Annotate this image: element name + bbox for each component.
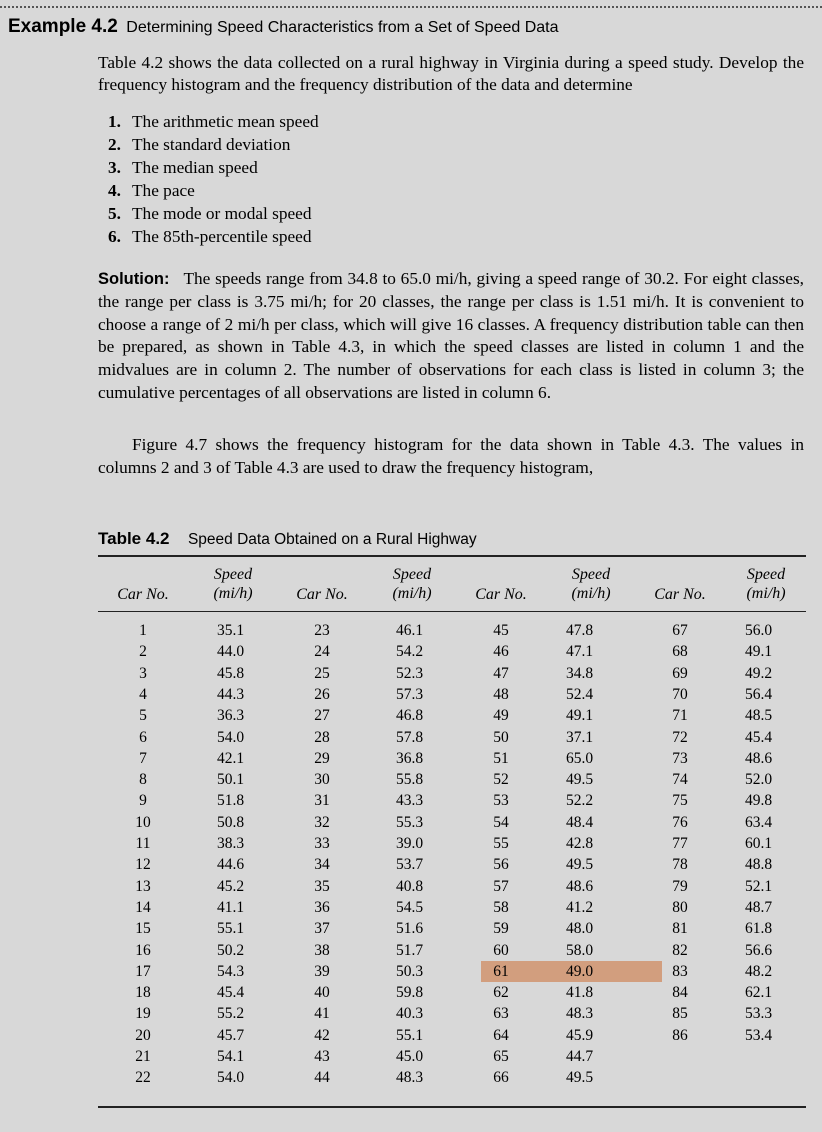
car-number-cell: 27 — [314, 707, 330, 725]
car-number-cell: 59 — [493, 920, 509, 938]
speed-cell: 63.4 — [745, 813, 773, 831]
car-number-cell: 58 — [493, 898, 509, 916]
speed-cell: 48.2 — [745, 962, 773, 980]
speed-header-unit: (mi/h) — [746, 585, 786, 602]
car-number-cell: 67 — [672, 622, 688, 639]
car-number-cell: 19 — [135, 1005, 151, 1023]
car-number-cell: 48 — [493, 685, 509, 703]
task-item — [108, 179, 319, 202]
speed-cell: 54.2 — [396, 643, 424, 661]
speed-cell: 36.3 — [217, 707, 245, 725]
car-number-cell: 18 — [135, 984, 151, 1002]
speed-cell: 52.3 — [396, 664, 424, 682]
car-number-cell: 84 — [672, 984, 688, 1002]
car-number-cell: 5 — [139, 707, 147, 725]
speed-cell: 51.6 — [396, 920, 424, 938]
task-number: 5. — [108, 204, 121, 223]
speed-cell: 55.2 — [217, 1005, 245, 1023]
speed-cell: 55.3 — [396, 813, 424, 831]
speed-cell: 40.8 — [396, 877, 424, 895]
speed-cell: 53.7 — [396, 856, 424, 874]
car-number-cell: 21 — [135, 1048, 151, 1065]
table-label: Table 4.2 — [98, 529, 170, 548]
speed-cell: 49.1 — [566, 707, 594, 725]
car-number-cell: 56 — [493, 856, 509, 874]
speed-cell: 35.1 — [217, 622, 245, 639]
speed-cell: 37.1 — [566, 728, 594, 746]
car-number-cell: 60 — [493, 941, 509, 959]
car-number-cell: 46 — [493, 643, 509, 661]
speed-cell: 50.8 — [217, 813, 245, 831]
task-number: 2. — [108, 135, 121, 154]
car-number-cell: 82 — [672, 941, 688, 959]
speed-cell: 41.8 — [566, 984, 594, 1002]
speed-cell: 56.6 — [745, 941, 773, 959]
speed-cell: 45.9 — [566, 1026, 594, 1044]
car-number-cell: 69 — [672, 664, 688, 682]
car-number-cell: 39 — [314, 962, 330, 980]
speed-cell: 62.1 — [745, 984, 773, 1002]
car-number-cell: 52 — [493, 771, 509, 789]
car-number-cell: 62 — [493, 984, 509, 1002]
car-number-cell: 86 — [672, 1026, 688, 1044]
car-number-cell: 37 — [314, 920, 330, 938]
speed-cell: 50.3 — [396, 962, 424, 980]
car-number-cell: 68 — [672, 643, 688, 661]
car-number-cell: 44 — [314, 1069, 330, 1087]
car-number-cell: 17 — [135, 962, 151, 980]
car-number-cell: 54 — [493, 813, 509, 831]
task-item — [108, 133, 319, 156]
car-number-cell: 74 — [672, 771, 688, 789]
table-bottom-rule — [98, 1106, 806, 1108]
speed-cell: 50.1 — [217, 771, 245, 789]
speed-cell: 52.0 — [745, 771, 773, 789]
car-number-cell: 47 — [493, 664, 509, 682]
car-number-cell: 14 — [135, 898, 151, 916]
intro-paragraph: Table 4.2 shows the data collected on a rural highway in Virginia during a speed study. Develop the frequency histogram and the frequency distribution of the data and determine — [98, 53, 804, 94]
speed-cell: 51.7 — [396, 941, 424, 959]
car-no-header: Car No. — [475, 586, 527, 603]
speed-header-label: Speed — [213, 566, 253, 583]
speed-cell: 56.4 — [745, 685, 773, 703]
speed-cell: 65.0 — [566, 749, 594, 767]
speed-cell: 45.4 — [745, 728, 773, 746]
speed-cell: 48.0 — [566, 920, 594, 938]
car-number-cell: 81 — [672, 920, 688, 938]
speed-header-unit: (mi/h) — [392, 585, 432, 602]
car-number-cell: 78 — [672, 856, 688, 874]
speed-cell: 49.5 — [566, 856, 594, 874]
car-number-cell: 11 — [135, 835, 151, 852]
speed-header — [551, 565, 631, 603]
speed-cell: 54.0 — [217, 1069, 245, 1087]
speed-header-label: Speed — [571, 566, 611, 583]
speed-cell: 39.0 — [396, 835, 424, 852]
speed-cell: 44.3 — [217, 685, 245, 703]
speed-cell: 48.8 — [745, 856, 773, 874]
solution-label: Solution: — [98, 270, 170, 288]
car-number-cell: 65 — [493, 1048, 509, 1065]
car-number-cell: 49 — [493, 707, 509, 725]
task-number: 6. — [108, 227, 121, 246]
car-number-cell: 4 — [139, 685, 147, 703]
car-number-cell: 63 — [493, 1005, 509, 1023]
solution-paragraph — [98, 268, 804, 405]
speed-cell: 49.1 — [745, 643, 773, 661]
speed-cell: 48.7 — [745, 898, 773, 916]
car-number-cell: 64 — [493, 1026, 509, 1044]
car-number-cell: 50 — [493, 728, 509, 746]
speed-cell: 54.5 — [396, 898, 424, 916]
car-number-cell: 35 — [314, 877, 330, 895]
task-number: 1. — [108, 112, 121, 131]
speed-cell: 49.8 — [745, 792, 773, 810]
speed-cell: 36.8 — [396, 749, 424, 767]
car-number-cell: 3 — [139, 664, 147, 682]
speed-cell: 57.8 — [396, 728, 424, 746]
task-text: The mode or modal speed — [132, 204, 312, 223]
speed-header — [726, 565, 806, 603]
speed-cell: 53.4 — [745, 1026, 773, 1044]
speed-cell: 49.0 — [566, 962, 594, 980]
speed-cell: 48.3 — [566, 1005, 594, 1023]
car-number-cell: 25 — [314, 664, 330, 682]
speed-cell: 41.1 — [217, 898, 245, 916]
car-number-cell: 30 — [314, 771, 330, 789]
speed-cell: 47.1 — [566, 643, 594, 661]
car-number-cell: 77 — [672, 835, 688, 852]
car-number-cell: 66 — [493, 1069, 509, 1087]
task-item — [108, 110, 319, 133]
speed-cell: 34.8 — [566, 664, 594, 682]
car-number-cell: 51 — [493, 749, 509, 767]
task-text: The 85th-percentile speed — [132, 227, 312, 246]
speed-cell: 61.8 — [745, 920, 773, 938]
car-number-cell: 31 — [314, 792, 330, 810]
car-number-cell: 10 — [135, 813, 151, 831]
car-number-cell: 61 — [493, 962, 509, 980]
speed-cell: 45.4 — [217, 984, 245, 1002]
car-number-cell: 8 — [139, 771, 147, 789]
car-number-cell: 7 — [139, 749, 147, 767]
car-number-cell: 73 — [672, 749, 688, 767]
task-number: 3. — [108, 158, 121, 177]
car-number-cell: 80 — [672, 898, 688, 916]
speed-cell: 44.0 — [217, 643, 245, 661]
car-number-cell: 41 — [314, 1005, 330, 1023]
example-heading — [8, 16, 559, 38]
speed-cell: 52.2 — [566, 792, 594, 810]
car-number-cell: 23 — [314, 622, 330, 639]
top-dotted-rule — [0, 6, 822, 8]
solution-text: The speeds range from 34.8 to 65.0 mi/h, giving a speed range of 30.2. For eight classes, the range per class is 3.75 mi/h; for 20 classes, the range per class is 1.51 mi/h. It is convenient to choose a range of 2 mi/h per class, which will give 16 classes. A frequency distribution table can then be prepared, as shown in Table 4.3, in which the speed classes are listed in column 1 and the midvalues are in column 2. The number of observations for each class is listed in column 3; the cumulative percentages of all observations are listed in column 6. — [98, 269, 804, 402]
speed-cell: 53.3 — [745, 1005, 773, 1023]
figure-paragraph: Figure 4.7 shows the frequency histogram for the data shown in Table 4.3. The values in columns 2 and 3 of Table 4.3 are used to draw the frequency histogram, — [98, 435, 804, 477]
speed-cell: 48.6 — [566, 877, 594, 895]
speed-cell: 58.0 — [566, 941, 594, 959]
car-number-cell: 57 — [493, 877, 509, 895]
speed-cell: 52.4 — [566, 685, 594, 703]
car-number-cell: 83 — [672, 962, 688, 980]
car-number-cell: 40 — [314, 984, 330, 1002]
speed-cell: 45.0 — [396, 1048, 424, 1065]
example-label: Example 4.2 — [8, 16, 118, 37]
speed-cell: 49.5 — [566, 771, 594, 789]
speed-cell: 45.8 — [217, 664, 245, 682]
car-number-cell: 12 — [135, 856, 151, 874]
speed-cell: 60.1 — [745, 835, 773, 852]
speed-header — [193, 565, 273, 603]
car-number-cell: 22 — [135, 1069, 151, 1087]
speed-cell: 38.3 — [217, 835, 245, 852]
task-text: The arithmetic mean speed — [132, 112, 319, 131]
table-header-rule — [98, 611, 806, 612]
car-number-cell: 16 — [135, 941, 151, 959]
speed-cell: 43.3 — [396, 792, 424, 810]
speed-cell: 49.2 — [745, 664, 773, 682]
speed-cell: 48.3 — [396, 1069, 424, 1087]
car-number-cell: 33 — [314, 835, 330, 852]
speed-cell: 56.0 — [745, 622, 773, 639]
car-number-cell: 26 — [314, 685, 330, 703]
speed-cell: 48.5 — [745, 707, 773, 725]
speed-cell: 45.7 — [217, 1026, 245, 1044]
task-number: 4. — [108, 181, 121, 200]
car-number-cell: 1 — [139, 622, 147, 639]
speed-cell: 44.7 — [566, 1048, 594, 1065]
car-number-cell: 15 — [135, 920, 151, 938]
car-number-cell: 34 — [314, 856, 330, 874]
car-number-cell: 71 — [672, 707, 688, 725]
task-item — [108, 156, 319, 179]
speed-cell: 42.8 — [566, 835, 594, 852]
speed-cell: 54.0 — [217, 728, 245, 746]
car-number-cell: 32 — [314, 813, 330, 831]
task-text: The pace — [132, 181, 195, 200]
car-number-cell: 13 — [135, 877, 151, 895]
car-number-cell: 42 — [314, 1026, 330, 1044]
car-no-header: Car No. — [296, 586, 348, 603]
speed-cell: 57.3 — [396, 685, 424, 703]
speed-cell: 46.1 — [396, 622, 424, 639]
table-top-rule — [98, 555, 806, 557]
task-item — [108, 202, 319, 225]
car-number-cell: 75 — [672, 792, 688, 810]
table-caption — [98, 529, 477, 549]
car-number-cell: 29 — [314, 749, 330, 767]
car-number-cell: 6 — [139, 728, 147, 746]
car-number-cell: 20 — [135, 1026, 151, 1044]
speed-header-unit: (mi/h) — [213, 585, 253, 602]
car-number-cell: 9 — [139, 792, 147, 810]
speed-cell: 45.2 — [217, 877, 245, 895]
car-no-header: Car No. — [117, 586, 169, 603]
car-number-cell: 38 — [314, 941, 330, 959]
car-number-cell: 76 — [672, 813, 688, 831]
example-title: Determining Speed Characteristics from a Set of Speed Data — [126, 19, 559, 36]
car-number-cell: 53 — [493, 792, 509, 810]
car-number-cell: 55 — [493, 835, 509, 852]
car-number-cell: 45 — [493, 622, 509, 639]
speed-cell: 54.1 — [217, 1048, 245, 1065]
speed-cell: 46.8 — [396, 707, 424, 725]
speed-header — [372, 565, 452, 603]
task-text: The standard deviation — [132, 135, 291, 154]
speed-cell: 54.3 — [217, 962, 245, 980]
speed-cell: 52.1 — [745, 877, 773, 895]
car-number-cell: 85 — [672, 1005, 688, 1023]
car-number-cell: 72 — [672, 728, 688, 746]
speed-cell: 40.3 — [396, 1005, 424, 1023]
car-no-header: Car No. — [654, 586, 706, 603]
task-text: The median speed — [132, 158, 258, 177]
car-number-cell: 2 — [139, 643, 147, 661]
car-number-cell: 36 — [314, 898, 330, 916]
speed-cell: 55.1 — [396, 1026, 424, 1044]
speed-header-label: Speed — [392, 566, 432, 583]
car-number-cell: 24 — [314, 643, 330, 661]
speed-cell: 50.2 — [217, 941, 245, 959]
speed-cell: 41.2 — [566, 898, 594, 916]
car-number-cell: 70 — [672, 685, 688, 703]
task-list — [108, 110, 319, 248]
speed-cell: 47.8 — [566, 622, 594, 639]
speed-cell: 51.8 — [217, 792, 245, 810]
speed-header-unit: (mi/h) — [571, 585, 611, 602]
speed-cell: 49.5 — [566, 1069, 594, 1087]
speed-cell: 44.6 — [217, 856, 245, 874]
speed-header-label: Speed — [746, 566, 786, 583]
speed-cell: 48.6 — [745, 749, 773, 767]
task-item — [108, 225, 319, 248]
car-number-cell: 28 — [314, 728, 330, 746]
car-number-cell: 79 — [672, 877, 688, 895]
car-number-cell: 43 — [314, 1048, 330, 1065]
speed-cell: 48.4 — [566, 813, 594, 831]
speed-cell: 55.8 — [396, 771, 424, 789]
table-title: Speed Data Obtained on a Rural Highway — [187, 531, 477, 548]
speed-cell: 55.1 — [217, 920, 245, 938]
speed-cell: 42.1 — [217, 749, 245, 767]
speed-cell: 59.8 — [396, 984, 424, 1002]
